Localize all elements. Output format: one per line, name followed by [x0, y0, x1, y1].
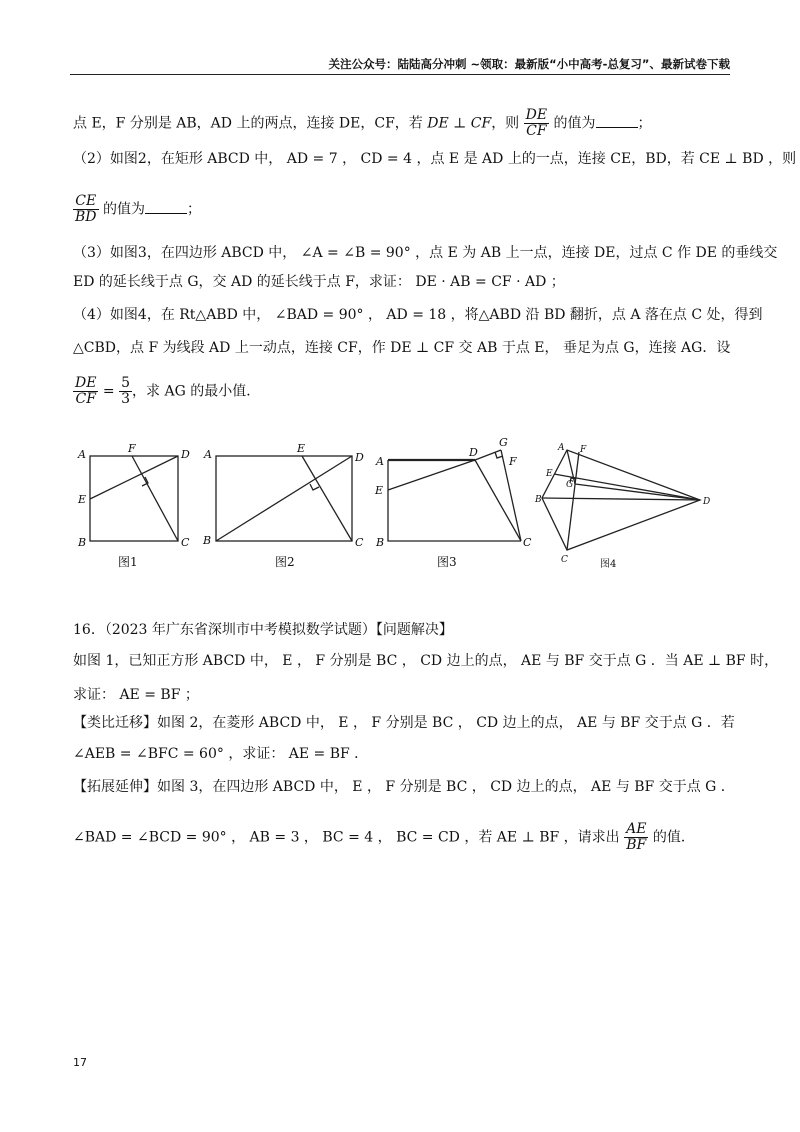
- fig4-label-c: C: [561, 555, 568, 565]
- fig2-label-c: C: [355, 536, 364, 549]
- p15-line8: [73, 376, 260, 407]
- fig2-line-bd: [216, 456, 352, 541]
- fig3-line-ed: [388, 460, 475, 490]
- fig3-caption: 图3: [437, 555, 457, 569]
- figures-row: [70, 438, 730, 578]
- fig1-line-de: [90, 456, 178, 499]
- p16-line1: 如图 1，已知正方形 ABCD 中， E ， F 分别是 BC ， CD 边上的点， AE 与 BF 交于点 G ．当 AE ⊥ BF 时，: [73, 653, 779, 669]
- answer-blank: [596, 115, 638, 128]
- frac-den: 3: [121, 391, 131, 407]
- p15-line1-cond: DE ⊥ CF: [427, 115, 492, 132]
- frac-num: DE: [75, 375, 97, 391]
- p15-line1-e: ；: [637, 115, 652, 132]
- fig3-sides: [388, 460, 521, 541]
- p15-line2: （2）如图2，在矩形 ABCD 中， AD = 7 ， CD = 4 ，点 E 是 AD 上的一点，连接 CE，BD，若 CE ⊥ BD ，则: [73, 151, 797, 167]
- p15-line1-c: ，则: [491, 115, 524, 132]
- fig3-label-e: E: [375, 484, 384, 497]
- p15-line1-a: 点 E，F 分别是 AB，AD 上的两点，连接 DE，CF，若: [73, 115, 428, 132]
- fig4-line-gd: [575, 484, 700, 500]
- fig4-label-a: A: [558, 443, 565, 453]
- fig2-caption: 图2: [275, 555, 295, 569]
- fig1-label-c: C: [181, 536, 190, 549]
- p16-line3: 【类比迁移】如图 2，在菱形 ABCD 中， E ， F 分别是 BC ， CD 边上的点， AE 与 BF 交于点 G ．若: [73, 715, 735, 731]
- fig4-label-d: D: [703, 497, 711, 507]
- fig4-label-b: B: [535, 495, 542, 505]
- p15-line3-b: ；: [186, 201, 201, 218]
- frac-num: 5: [121, 375, 131, 391]
- fig1-line-cf: [132, 456, 178, 541]
- fraction-ce-bd: [73, 194, 99, 225]
- p15-line7: △CBD，点 F 为线段 AD 上一动点，连接 CF，作 DE ⊥ CF 交 AB 于点 E， 垂足为点 G，连接 AG．设: [73, 340, 731, 356]
- fig1-label-a: A: [78, 448, 86, 461]
- fig1-label-f: F: [128, 442, 136, 455]
- page-header: 关注公众号：陆陆高分冲刺 ~领取：最新版“小中高考-总复习”、最新试卷下载: [328, 57, 730, 71]
- p16-title: 16．（2023 年广东省深圳市中考模拟数学试题）【问题解决】: [73, 622, 453, 638]
- p15-line1-d: 的值为: [549, 115, 596, 132]
- fraction-ae-bf: [624, 822, 648, 853]
- p15-line1: [73, 108, 652, 139]
- fraction-5-3: [119, 376, 132, 407]
- p16-line6-a: ∠BAD = ∠BCD = 90° ， AB = 3 ， BC = 4 ， BC = CD ，若 AE ⊥ BF ，请求出: [73, 829, 625, 846]
- fig3-line-dc: [475, 460, 521, 541]
- fig3-label-d: D: [469, 446, 478, 459]
- fig2-label-e: E: [297, 442, 306, 455]
- frac-num: DE: [525, 107, 548, 123]
- p16-line6: [73, 822, 695, 853]
- figure-3: [388, 450, 521, 541]
- fig2-label-a: A: [204, 448, 212, 461]
- fig3-label-f: F: [509, 455, 517, 468]
- frac-num: CE: [73, 194, 99, 210]
- p15-line5: ED 的延长线于点 G，交 AD 的延长线于点 F，求证： DE · AB = CF · AD ；: [73, 274, 565, 290]
- fig4-line-ed: [554, 474, 700, 500]
- frac-den: BF: [626, 837, 647, 853]
- answer-blank: [145, 201, 187, 214]
- fig1-caption: 图1: [118, 555, 138, 569]
- figure-2: [216, 456, 352, 541]
- fig2-label-b: B: [203, 534, 212, 547]
- fig2-right-angle: [310, 484, 319, 490]
- fig2-label-d: D: [355, 451, 364, 464]
- fig3-label-c: C: [523, 536, 532, 549]
- figure-4: [542, 450, 700, 550]
- fraction-de-cf: [73, 376, 98, 407]
- fig2-line-ce: [302, 456, 352, 541]
- p15-line6: （4）如图4，在 Rt△ABD 中， ∠BAD = 90° ， AD = 18 ，将△ABD 沿 BD 翻折，点 A 落在点 C 处，得到: [73, 307, 763, 323]
- fig1-label-e: E: [78, 493, 87, 506]
- p16-line4: ∠AEB = ∠BFC = 60° ，求证： AE = BF ．: [73, 746, 369, 762]
- fig4-line-cf: [567, 452, 579, 550]
- fig4-label-e: E: [546, 469, 553, 479]
- fig4-label-g: G: [566, 480, 574, 490]
- fig1-square: [90, 456, 178, 541]
- header-rule: [70, 74, 730, 75]
- fig4-caption: 图4: [600, 559, 617, 570]
- fig1-label-d: D: [181, 448, 190, 461]
- fig4-line-bd: [542, 498, 700, 500]
- p15-line3-a: 的值为: [98, 201, 145, 218]
- page-number: 17: [73, 1056, 87, 1069]
- p16-line5: 【拓展延伸】如图 3，在四边形 ABCD 中， E ， F 分别是 BC ， CD 边上的点， AE 与 BF 交于点 G ．: [73, 779, 735, 795]
- p15-line3: [73, 194, 201, 225]
- p16-line6-b: 的值．: [648, 829, 695, 846]
- p16-line2: 求证： AE = BF ；: [73, 687, 199, 703]
- frac-den: CF: [75, 391, 96, 407]
- p15-line8-a: ，求 AG 的最小值．: [132, 383, 261, 400]
- equals-sign: =: [98, 383, 120, 400]
- fraction-de-cf: [524, 108, 549, 139]
- fig3-label-g: G: [499, 438, 508, 449]
- fig4-label-f: F: [580, 445, 587, 455]
- figure-1: [90, 456, 178, 541]
- fig1-label-b: B: [78, 536, 87, 549]
- p15-line4: （3）如图3，在四边形 ABCD 中， ∠A = ∠B = 90° ，点 E 为 AB 上一点，连接 DE，过点 C 作 DE 的垂线交: [73, 245, 778, 261]
- frac-num: AE: [626, 821, 647, 837]
- fig3-label-a: A: [376, 455, 384, 468]
- fig3-label-b: B: [376, 536, 385, 549]
- frac-den: BD: [75, 209, 97, 225]
- frac-den: CF: [526, 123, 547, 139]
